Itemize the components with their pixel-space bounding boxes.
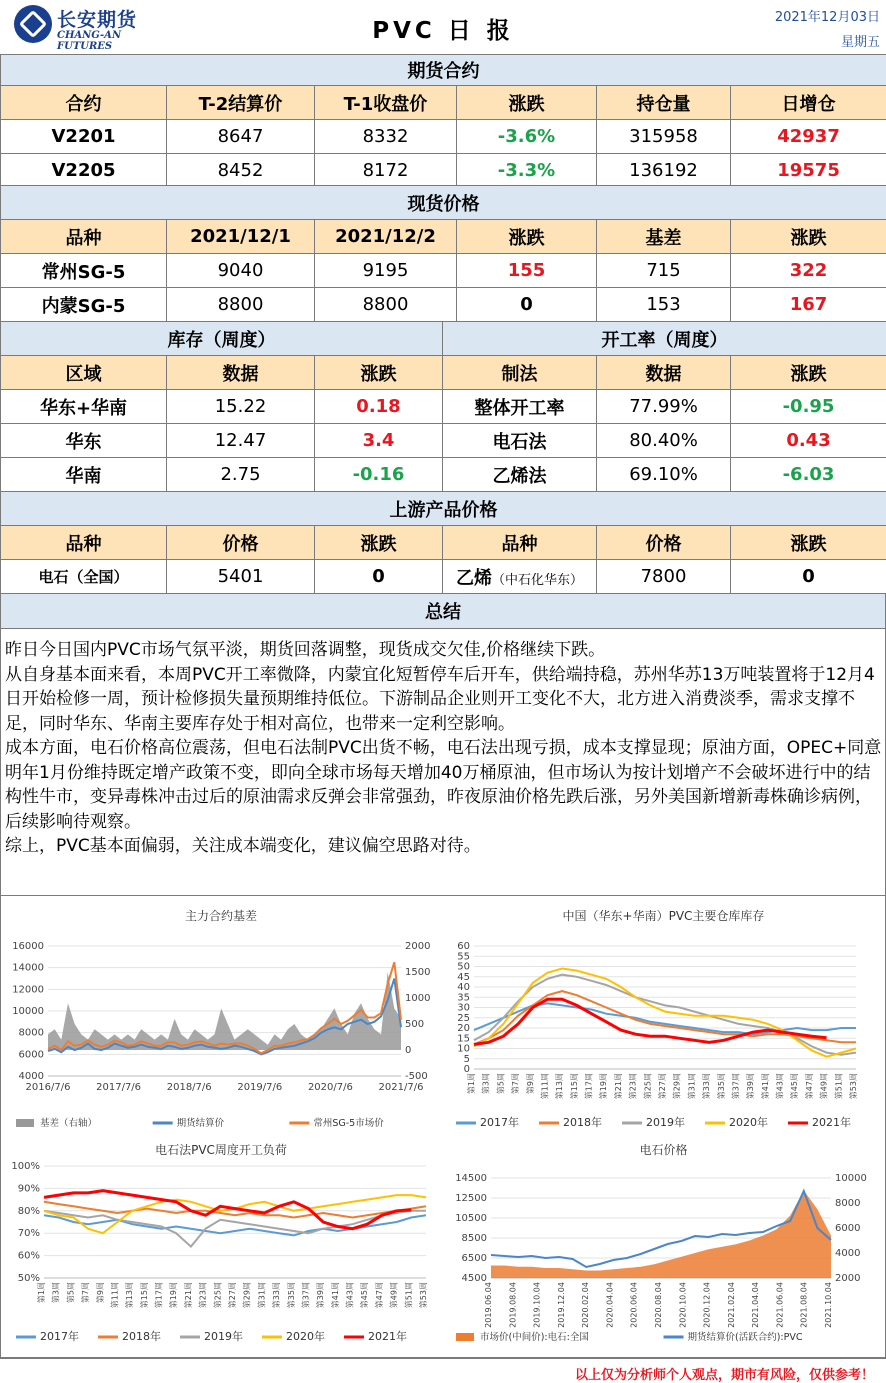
x-tick-label: 第23周 xyxy=(198,1282,208,1309)
upstream-change-2: 0 xyxy=(731,560,886,594)
x-tick-label: 第9周 xyxy=(525,1073,535,1095)
y2-tick-label: 6000 xyxy=(835,1223,861,1234)
x-tick-label: 第27周 xyxy=(658,1073,667,1100)
operating-value: 69.10% xyxy=(597,458,731,492)
futures-col-contract: 合约 xyxy=(1,86,167,120)
x-tick-label: 第49周 xyxy=(389,1282,399,1309)
series-line xyxy=(474,969,856,1057)
report-weekday: 星期五 xyxy=(840,35,880,50)
legend-label: 2017年 xyxy=(480,1116,519,1129)
inventory-value: 15.22 xyxy=(167,390,315,424)
x-tick-label: 2017/7/6 xyxy=(96,1082,142,1093)
logo-chinese-name: 长安期货 xyxy=(57,9,138,31)
operating-method: 乙烯法 xyxy=(443,458,597,492)
x-tick-label: 第47周 xyxy=(374,1282,384,1309)
upstream-col-change-2: 涨跌 xyxy=(731,526,886,560)
oi-change: 19575 xyxy=(731,154,886,188)
operating-section-title: 开工率（周度） xyxy=(443,322,886,356)
x-tick-label: 第37周 xyxy=(731,1073,741,1100)
y2-tick-label: 2000 xyxy=(405,941,431,952)
y-tick-label: 60% xyxy=(17,1250,40,1262)
spot-col-basis: 基差 xyxy=(597,220,731,254)
x-tick-label: 第7周 xyxy=(511,1073,521,1095)
x-tick-label: 2021.10.04 xyxy=(824,1282,833,1328)
y2-tick-label: 500 xyxy=(405,1019,425,1030)
y-tick-label: 90% xyxy=(17,1183,40,1195)
x-tick-label: 第49周 xyxy=(819,1073,829,1100)
logo-english-name: CHANG-AN FUTURES xyxy=(57,30,122,52)
upstream-col-change: 涨跌 xyxy=(315,526,443,560)
x-tick-label: 第43周 xyxy=(345,1282,355,1309)
table-row xyxy=(1,390,886,424)
x-tick-label: 第1周 xyxy=(467,1073,476,1095)
futures-col-close: T-1收盘价 xyxy=(315,86,457,120)
report-date: 2021年12月03日 xyxy=(774,10,880,25)
spot-change: 0 xyxy=(457,288,597,322)
x-tick-label: 第1周 xyxy=(37,1282,46,1304)
operating-col-change: 涨跌 xyxy=(731,356,886,390)
close-price: 8332 xyxy=(315,120,457,154)
inventory-change: -0.16 xyxy=(315,458,443,492)
oi-change: 42937 xyxy=(731,120,886,154)
upstream-col-price: 价格 xyxy=(167,526,315,560)
spot-price-2: 9195 xyxy=(315,254,457,288)
y-tick-label: 4500 xyxy=(461,1273,487,1284)
x-tick-label: 第33周 xyxy=(272,1282,282,1309)
legend-label: 2018年 xyxy=(563,1116,602,1129)
y-tick-label: 100% xyxy=(11,1161,40,1172)
y-tick-label: 6000 xyxy=(18,1049,44,1061)
x-tick-label: 第33周 xyxy=(702,1073,712,1100)
y-tick-label: 10 xyxy=(457,1043,470,1055)
price-change: -3.3% xyxy=(457,154,597,188)
report-title: PVC 日 报 xyxy=(372,18,514,44)
x-tick-label: 第13周 xyxy=(125,1282,135,1309)
y2-tick-label: 2000 xyxy=(835,1273,861,1284)
x-tick-label: 2021/7/6 xyxy=(378,1082,424,1093)
y-tick-label: 80% xyxy=(17,1205,40,1217)
spot-col-date1: 2021/12/1 xyxy=(167,220,315,254)
x-tick-label: 第23周 xyxy=(628,1073,638,1100)
spot-price-1: 9040 xyxy=(167,254,315,288)
y-tick-label: 8500 xyxy=(461,1233,487,1244)
operating-change: 0.43 xyxy=(731,424,886,458)
operating-col-method: 制法 xyxy=(443,356,597,390)
spot-table xyxy=(0,185,886,322)
y-tick-label: 14000 xyxy=(12,962,44,974)
y2-tick-label: 10000 xyxy=(835,1173,867,1184)
x-tick-label: 第5周 xyxy=(66,1282,76,1304)
futures-table xyxy=(0,54,886,188)
x-tick-label: 2021.08.04 xyxy=(799,1282,809,1328)
inventory-operating-table xyxy=(0,321,886,492)
y-tick-label: 10500 xyxy=(455,1213,487,1224)
x-tick-label: 第41周 xyxy=(330,1282,340,1309)
inventory-value: 12.47 xyxy=(167,424,315,458)
y2-tick-label: 1500 xyxy=(405,967,431,978)
report-header xyxy=(0,0,886,54)
x-tick-label: 第3周 xyxy=(481,1073,491,1095)
x-tick-label: 2021.04.04 xyxy=(751,1282,761,1328)
legend-label: 市场价(中间价):电石:全国 xyxy=(480,1332,589,1343)
futures-col-settle: T-2结算价 xyxy=(167,86,315,120)
operating-value: 77.99% xyxy=(597,390,731,424)
inventory-region: 华东 xyxy=(1,424,167,458)
spot-price-2: 8800 xyxy=(315,288,457,322)
x-tick-label: 第25周 xyxy=(643,1073,653,1100)
inventory-change: 3.4 xyxy=(315,424,443,458)
x-tick-label: 2020.02.04 xyxy=(581,1282,591,1328)
chart-title: 电石价格 xyxy=(639,1143,688,1157)
inventory-col-region: 区域 xyxy=(1,356,167,390)
x-tick-label: 第43周 xyxy=(775,1073,785,1100)
inventory-region: 华南 xyxy=(1,458,167,492)
y-tick-label: 0 xyxy=(463,1064,470,1075)
basis-change: 167 xyxy=(731,288,886,322)
futures-col-oi-change: 日增仓 xyxy=(731,86,886,120)
spot-col-change: 涨跌 xyxy=(457,220,597,254)
x-tick-label: 第11周 xyxy=(540,1073,550,1100)
legend-label: 期货结算价(活跃合约):PVC xyxy=(687,1332,803,1343)
x-tick-label: 第45周 xyxy=(360,1282,370,1309)
charts-panel xyxy=(0,896,886,1358)
y-tick-label: 40 xyxy=(457,982,470,993)
x-tick-label: 2019.08.04 xyxy=(508,1282,518,1328)
x-tick-label: 第47周 xyxy=(804,1073,814,1100)
x-tick-label: 第39周 xyxy=(746,1073,756,1100)
summary-text xyxy=(0,628,886,896)
operating-change: -6.03 xyxy=(731,458,886,492)
x-tick-label: 2020.06.04 xyxy=(629,1282,639,1328)
table-row xyxy=(1,154,886,188)
spot-variety: 常州SG-5 xyxy=(1,254,167,288)
inventory-col-change: 涨跌 xyxy=(315,356,443,390)
upstream-price-2: 7800 xyxy=(597,560,731,594)
disclaimer: 以上仅为分析师个人观点，期市有风险，仅供参考！ xyxy=(574,1368,874,1383)
spot-col-basis-change: 涨跌 xyxy=(731,220,886,254)
legend-label: 期货结算价 xyxy=(176,1118,225,1129)
x-tick-label: 2020.12.04 xyxy=(702,1282,712,1328)
x-tick-label: 第31周 xyxy=(257,1282,267,1309)
operating-method: 电石法 xyxy=(443,424,597,458)
contract-name: V2201 xyxy=(1,120,167,154)
legend-label: 2019年 xyxy=(646,1116,685,1129)
x-tick-label: 2019.12.04 xyxy=(556,1282,566,1328)
x-tick-label: 第5周 xyxy=(496,1073,506,1095)
x-tick-label: 第7周 xyxy=(81,1282,91,1304)
futures-section-title: 期货合约 xyxy=(1,55,886,86)
x-tick-label: 第35周 xyxy=(716,1073,726,1100)
x-tick-label: 2019.06.04 xyxy=(484,1282,493,1328)
inventory-col-value: 数据 xyxy=(167,356,315,390)
inventory-change: 0.18 xyxy=(315,390,443,424)
y-tick-label: 35 xyxy=(457,992,470,1004)
legend-label: 2017年 xyxy=(40,1330,79,1343)
basis-value: 715 xyxy=(597,254,731,288)
close-price: 8172 xyxy=(315,154,457,188)
upstream-col-price-2: 价格 xyxy=(597,526,731,560)
x-tick-label: 第41周 xyxy=(760,1073,770,1100)
summary-section-title: 总结 xyxy=(1,594,886,629)
x-tick-label: 第15周 xyxy=(139,1282,149,1309)
x-tick-label: 第21周 xyxy=(183,1282,193,1309)
x-tick-label: 2020.08.04 xyxy=(654,1282,663,1328)
summary-paragraph: 昨日今日国内PVC市场气氛平淡，期货回落调整，现货成交欠佳,价格继续下跌。 xyxy=(5,640,606,660)
y-tick-label: 60 xyxy=(457,941,470,952)
futures-col-change: 涨跌 xyxy=(457,86,597,120)
y2-tick-label: 4000 xyxy=(835,1248,861,1259)
x-tick-label: 第53周 xyxy=(849,1073,858,1100)
table-row xyxy=(1,458,886,492)
x-tick-label: 第11周 xyxy=(110,1282,120,1309)
y-tick-label: 15 xyxy=(457,1033,470,1045)
operating-value: 80.40% xyxy=(597,424,731,458)
x-tick-label: 第25周 xyxy=(213,1282,223,1309)
x-tick-label: 第35周 xyxy=(286,1282,296,1309)
x-tick-label: 第51周 xyxy=(834,1073,844,1100)
y-tick-label: 30 xyxy=(457,1002,470,1014)
y-tick-label: 50 xyxy=(457,961,470,973)
x-tick-label: 第15周 xyxy=(569,1073,579,1100)
basis-change: 322 xyxy=(731,254,886,288)
table-row xyxy=(1,560,886,594)
inventory-value: 2.75 xyxy=(167,458,315,492)
legend-label: 2018年 xyxy=(122,1330,161,1343)
operating-col-value: 数据 xyxy=(597,356,731,390)
x-tick-label: 第19周 xyxy=(599,1073,609,1100)
upstream-variety-2-sub: （中石化华东） xyxy=(491,572,583,588)
y-tick-label: 5 xyxy=(463,1053,470,1065)
x-tick-label: 2018/7/6 xyxy=(166,1082,212,1093)
x-tick-label: 第9周 xyxy=(95,1282,105,1304)
price-change: -3.6% xyxy=(457,120,597,154)
x-tick-label: 第31周 xyxy=(687,1073,697,1100)
series-area xyxy=(491,1191,831,1279)
open-interest: 315958 xyxy=(597,120,731,154)
legend-label: 2020年 xyxy=(286,1330,325,1343)
y-tick-label: 4000 xyxy=(18,1071,44,1082)
table-row xyxy=(1,120,886,154)
y-tick-label: 16000 xyxy=(12,941,44,952)
table-row xyxy=(1,254,886,288)
y-tick-label: 12000 xyxy=(12,984,44,996)
chart-title: 中国（华东+华南）PVC主要仓库库存 xyxy=(562,909,765,923)
x-tick-label: 2016/7/6 xyxy=(25,1082,71,1093)
upstream-col-variety: 品种 xyxy=(1,526,167,560)
open-interest: 136192 xyxy=(597,154,731,188)
upstream-col-variety-2: 品种 xyxy=(443,526,597,560)
x-tick-label: 第21周 xyxy=(613,1073,623,1100)
x-tick-label: 第3周 xyxy=(51,1282,61,1304)
spot-col-date2: 2021/12/2 xyxy=(315,220,457,254)
footer-divider xyxy=(0,1358,886,1359)
x-tick-label: 第29周 xyxy=(242,1282,252,1309)
x-tick-label: 第13周 xyxy=(555,1073,565,1100)
y-tick-label: 50% xyxy=(17,1273,40,1284)
x-tick-label: 2020/7/6 xyxy=(307,1082,353,1093)
inventory-region: 华东+华南 xyxy=(1,390,167,424)
y2-tick-label: 0 xyxy=(405,1045,412,1056)
legend-label: 2020年 xyxy=(729,1116,768,1129)
legend-label: 2021年 xyxy=(812,1116,851,1129)
upstream-variety: 电石（全国） xyxy=(1,560,167,594)
x-tick-label: 2021.06.04 xyxy=(775,1282,785,1328)
y-tick-label: 6500 xyxy=(461,1253,487,1264)
operating-rate-chart xyxy=(6,1138,436,1348)
spot-change: 155 xyxy=(457,254,597,288)
y-tick-label: 8000 xyxy=(18,1027,44,1039)
table-row xyxy=(1,288,886,322)
x-tick-label: 2020.04.04 xyxy=(605,1282,615,1328)
operating-change: -0.95 xyxy=(731,390,886,424)
settle-price: 8452 xyxy=(167,154,315,188)
x-tick-label: 第45周 xyxy=(790,1073,800,1100)
upstream-section-title: 上游产品价格 xyxy=(1,492,886,526)
legend-label: 基差（右轴） xyxy=(40,1118,98,1129)
y-tick-label: 12500 xyxy=(455,1193,487,1204)
upstream-table xyxy=(0,491,886,594)
spot-variety: 内蒙SG-5 xyxy=(1,288,167,322)
summary-paragraph: 从自身基本面来看，本周PVC开工率微降，内蒙宜化短暂停车后开车，供给端持稳，苏州华苏13万吨装置将于12月4日开始检修一周，预计检修损失量预期维持低位。下游制品企业则开工变化不大，北方进入消费淡季，需求支撑不足，同时华东、华南主要库存处于相对高位，也带来一定利空影响。 xyxy=(5,664,875,734)
upstream-price: 5401 xyxy=(167,560,315,594)
y-tick-label: 70% xyxy=(17,1228,40,1240)
y-tick-label: 55 xyxy=(457,951,470,963)
y2-tick-label: 1000 xyxy=(405,993,431,1004)
chart-title: 主力合约基差 xyxy=(184,909,258,923)
x-tick-label: 第37周 xyxy=(301,1282,311,1309)
table-row xyxy=(1,424,886,458)
x-tick-label: 2021.02.04 xyxy=(726,1282,736,1328)
spot-section-title: 现货价格 xyxy=(1,186,886,220)
x-tick-label: 第29周 xyxy=(672,1073,682,1100)
x-tick-label: 第19周 xyxy=(169,1282,179,1309)
x-tick-label: 第17周 xyxy=(584,1073,594,1100)
y2-tick-label: -500 xyxy=(405,1071,428,1082)
spot-price-1: 8800 xyxy=(167,288,315,322)
x-tick-label: 2020.10.04 xyxy=(678,1282,688,1328)
x-tick-label: 第27周 xyxy=(228,1282,237,1309)
y-tick-label: 10000 xyxy=(12,1006,44,1017)
legend-swatch xyxy=(456,1333,474,1341)
contract-name: V2205 xyxy=(1,154,167,188)
legend-label: 2019年 xyxy=(204,1330,243,1343)
carbide-price-chart xyxy=(446,1138,881,1348)
y-tick-label: 45 xyxy=(457,971,470,983)
summary-paragraph: 成本方面，电石价格高位震荡，但电石法制PVC出货不畅，电石法出现亏损，成本支撑显现；原油方面，OPEC+同意明年1月份维持既定增产政策不变，即向全球市场每天增加40万桶原油，但市场认为按计划增产不会破坏进行中的结构性牛市，变异毒株冲击过后的原油需求反弹会非常强劲，昨夜原油价格先跌后涨，另外美国新增新毒株确诊病例，后续影响待观察。 xyxy=(5,738,882,832)
upstream-variety-2 xyxy=(443,560,597,594)
upstream-change: 0 xyxy=(315,560,443,594)
x-tick-label: 2019.10.04 xyxy=(532,1282,542,1328)
inventory-chart xyxy=(446,904,881,1134)
x-tick-label: 第17周 xyxy=(154,1282,164,1309)
basis-chart xyxy=(6,904,436,1134)
upstream-variety-2-main: 乙烯 xyxy=(455,567,492,589)
x-tick-label: 第39周 xyxy=(316,1282,326,1309)
y-tick-label: 14500 xyxy=(455,1173,487,1184)
y-tick-label: 25 xyxy=(457,1012,470,1024)
x-tick-label: 第53周 xyxy=(419,1282,428,1309)
basis-value: 153 xyxy=(597,288,731,322)
y2-tick-label: 8000 xyxy=(835,1198,861,1209)
inventory-section-title: 库存（周度） xyxy=(1,322,443,356)
legend-label: 常州SG-5市场价 xyxy=(313,1118,384,1129)
x-tick-label: 第51周 xyxy=(404,1282,414,1309)
futures-col-oi: 持仓量 xyxy=(597,86,731,120)
spot-col-variety: 品种 xyxy=(1,220,167,254)
x-tick-label: 2019/7/6 xyxy=(237,1082,283,1093)
settle-price: 8647 xyxy=(167,120,315,154)
legend-swatch xyxy=(16,1119,34,1127)
summary-header xyxy=(0,593,886,629)
y-tick-label: 20 xyxy=(457,1023,470,1034)
chart-title: 电石法PVC周度开工负荷 xyxy=(155,1143,287,1157)
operating-method: 整体开工率 xyxy=(443,390,597,424)
legend-label: 2021年 xyxy=(368,1330,407,1343)
summary-paragraph: 综上，PVC基本面偏弱，关注成本端变化，建议偏空思路对待。 xyxy=(5,836,481,856)
